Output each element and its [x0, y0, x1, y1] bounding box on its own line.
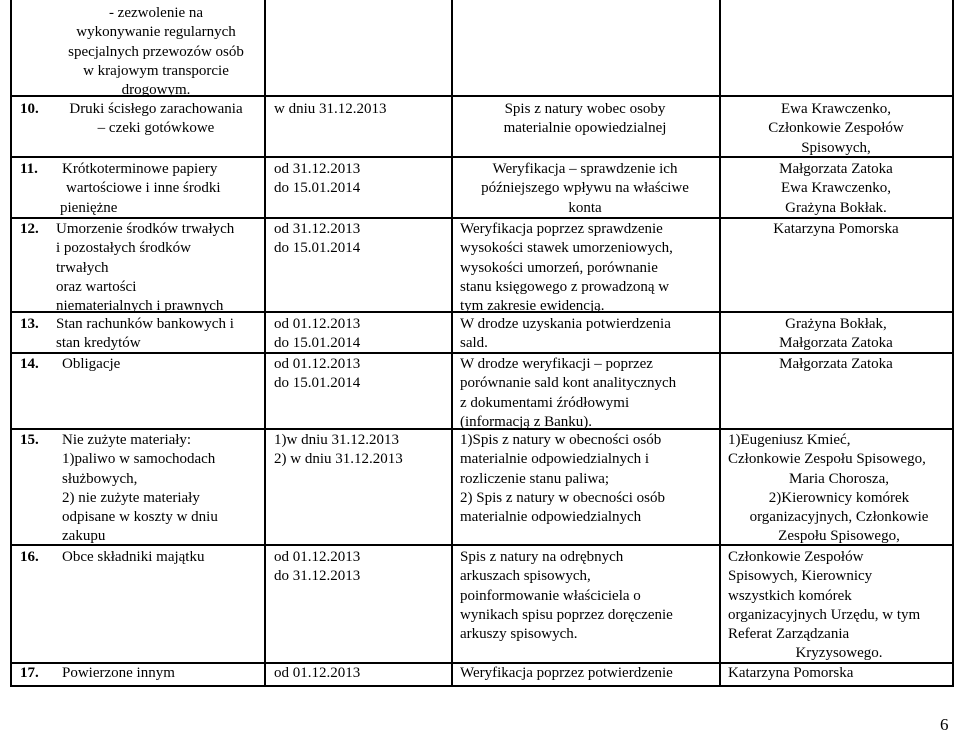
cell-line: i pozostałych środków: [56, 240, 191, 257]
row-number: 16.: [20, 549, 39, 565]
row-person-cell: [724, 160, 948, 218]
cell-line: sald.: [460, 335, 488, 352]
row-name-cell: [62, 355, 252, 374]
row-method-cell: [460, 548, 712, 644]
page-number: 6: [940, 715, 949, 734]
row-name-cell: [62, 160, 252, 218]
cell-line: wysokości stawek umorzeniowych,: [460, 240, 673, 257]
row-date-cell: [274, 548, 444, 587]
cell-line: wykonywanie regularnych: [76, 24, 236, 41]
row-person-cell: [728, 548, 950, 664]
cell-line: drogowym.: [121, 82, 191, 99]
cell-line: zakupu: [62, 528, 106, 545]
cell-line: Grażyna Bokłak.: [785, 199, 887, 216]
row-number: 15.: [20, 432, 39, 448]
cell-line: materialnie opowiedzialnej: [503, 120, 667, 137]
cell-line: rozliczenie stanu paliwa;: [460, 470, 610, 487]
cell-line: do 15.01.2014: [274, 240, 361, 257]
cell-line: Weryfikacja poprzez sprawdzenie: [460, 221, 663, 237]
cell-line: wynikach spisu poprzez doręczenie: [460, 606, 673, 623]
cell-line: do 15.01.2014: [274, 375, 361, 392]
cell-line: Powierzone innym: [62, 665, 175, 681]
cell-line: Umorzenie środków trwałych: [56, 221, 235, 237]
cell-line: Katarzyna Pomorska: [728, 665, 854, 681]
cell-line: oraz wartości: [56, 278, 137, 295]
row-name-cell: [56, 220, 258, 316]
cell-line: materialnie odpowiedzialnych i: [460, 451, 650, 468]
row-date-cell: [274, 100, 444, 119]
row-name-cell: [62, 664, 262, 683]
cell-line: niematerialnych i prawnych: [56, 298, 224, 315]
cell-line: pieniężne: [60, 199, 118, 216]
cell-line: Krótkoterminowe papiery: [62, 161, 218, 177]
cell-line: Obligacje: [62, 356, 121, 372]
cell-line: Obce składniki majątku: [62, 549, 205, 565]
row-method-cell: [460, 315, 712, 354]
cell-line: organizacyjnych, Członkowie: [749, 509, 929, 526]
cell-line: Weryfikacja poprzez potwierdzenie: [460, 665, 673, 681]
row-method-cell: [460, 100, 710, 139]
cell-line: do 15.01.2014: [274, 335, 361, 352]
grid-line: [952, 0, 954, 687]
cell-line: służbowych,: [62, 470, 138, 487]
cell-line: Małgorzata Zatoka: [779, 335, 893, 352]
cell-line: Zespołu Spisowego,: [778, 528, 900, 545]
cell-line: Maria Chorosza,: [789, 470, 889, 487]
row-person-cell: [728, 664, 950, 683]
cell-line: Weryfikacja – sprawdzenie ich: [492, 161, 678, 177]
row-date-cell: [274, 431, 444, 470]
cell-line: arkuszy spisowych.: [460, 626, 578, 643]
row-person-cell: [724, 315, 948, 354]
cell-line: od 31.12.2013: [274, 221, 361, 237]
cell-line: Członkowie Zespołów: [768, 120, 904, 137]
cell-line: od 01.12.2013: [274, 356, 361, 372]
cell-line: Członkowie Zespołów: [728, 549, 864, 565]
row-person-cell: [724, 100, 948, 158]
grid-line: [10, 0, 12, 687]
row-name-cell: [56, 315, 258, 354]
cell-line: arkuszach spisowych,: [460, 568, 591, 585]
cell-line: z dokumentami źródłowymi: [460, 394, 630, 411]
cell-line: Małgorzata Zatoka: [779, 356, 893, 372]
cell-line: organizacyjnych Urzędu, w tym: [728, 606, 921, 623]
cell-line: Spis z natury na odrębnych: [460, 549, 624, 565]
cell-line: Spisowych,: [801, 139, 871, 156]
cell-line: Stan rachunków bankowych i: [56, 316, 234, 332]
cell-line: odpisane w koszty w dniu: [62, 509, 218, 526]
cell-line: Małgorzata Zatoka: [779, 161, 893, 177]
cell-line: - zezwolenie na: [108, 5, 204, 21]
cell-line: poinformowanie właściciela o: [460, 587, 641, 604]
row-person-cell: [728, 431, 950, 547]
row-method-cell: [460, 664, 716, 683]
row-number: 11.: [20, 161, 38, 177]
cell-line: stanu księgowego z prowadzoną w: [460, 278, 670, 295]
cell-line: porównanie sald kont analitycznych: [460, 375, 677, 392]
cell-line: tym zakresie ewidencją.: [460, 298, 605, 315]
cell-line: (informacją z Banku).: [460, 413, 593, 430]
cell-line: w krajowym transporcie: [83, 62, 229, 79]
row-date-cell: [274, 160, 444, 199]
cell-line: Członkowie Zespołu Spisowego,: [728, 451, 926, 468]
cell-line: konta: [568, 199, 602, 216]
row-number: 17.: [20, 665, 39, 681]
cell-line: od 01.12.2013: [274, 549, 361, 565]
cell-line: w dniu 31.12.2013: [274, 101, 387, 117]
cell-line: specjalnych przewozów osób: [68, 43, 244, 60]
cell-line: 1)paliwo w samochodach: [62, 451, 216, 468]
cell-line: wartościowe i inne środki: [66, 180, 221, 197]
cell-line: od 01.12.2013: [274, 316, 361, 332]
grid-line: [451, 0, 453, 687]
cell-line: wszystkich komórek: [728, 587, 852, 604]
cell-line: 1)Eugeniusz Kmieć,: [728, 432, 851, 448]
cell-line: stan kredytów: [56, 335, 141, 352]
cell-line: W drodze uzyskania potwierdzenia: [460, 316, 671, 332]
row-method-cell: [460, 431, 712, 527]
cell-line: Spisowych, Kierownicy: [728, 568, 873, 585]
row-method-cell: [460, 355, 712, 432]
row-person-cell: [724, 355, 948, 374]
row-number: 14.: [20, 356, 39, 372]
cell-line: – czeki gotówkowe: [97, 120, 215, 137]
row-method-cell: [460, 220, 712, 316]
cell-line: Druki ścisłego zarachowania: [69, 101, 243, 117]
cell-line: 2) w dniu 31.12.2013: [274, 451, 403, 468]
cell-line: W drodze weryfikacji – poprzez: [460, 356, 653, 372]
cell-line: od 01.12.2013: [274, 665, 361, 681]
cell-line: Nie zużyte materiały:: [62, 432, 192, 448]
cell-line: Referat Zarządzania: [728, 626, 850, 643]
cell-line: Katarzyna Pomorska: [773, 221, 899, 237]
row-number: 12.: [20, 221, 39, 237]
row-name-cell: [62, 431, 254, 547]
cell-line: materialnie odpowiedzialnych: [460, 509, 642, 526]
row-number: 10.: [20, 101, 39, 117]
grid-line: [719, 0, 721, 687]
cell-line: Ewa Krawczenko,: [781, 180, 891, 197]
row-date-cell: [274, 220, 444, 259]
row-name-cell: [56, 100, 256, 139]
cell-line: 2) Spis z natury w obecności osób: [460, 489, 665, 506]
cell-line: do 31.12.2013: [274, 568, 361, 585]
row-number: 13.: [20, 316, 39, 332]
grid-line: [10, 685, 954, 687]
cell-line: Ewa Krawczenko,: [781, 101, 891, 117]
cell-line: trwałych: [56, 259, 109, 276]
cell-line: do 15.01.2014: [274, 180, 361, 197]
cell-line: 1)Spis z natury w obecności osób: [460, 432, 662, 448]
grid-line: [264, 0, 266, 687]
cell-line: 1)w dniu 31.12.2013: [274, 432, 399, 448]
cell-line: 2) nie zużyte materiały: [62, 489, 200, 506]
row-name-cell: [62, 548, 262, 567]
row-date-cell: [274, 355, 444, 394]
row-date-cell: [274, 664, 444, 683]
row-date-cell: [274, 315, 444, 354]
cell-line: Spis z natury wobec osoby: [504, 101, 666, 117]
cell-line: późniejszego wpływu na właściwe: [481, 180, 689, 197]
cell-line: Kryzysowego.: [795, 645, 883, 662]
row-method-cell: [460, 160, 710, 218]
row-person-cell: [724, 220, 948, 239]
cell-line: Grażyna Bokłak,: [785, 316, 887, 332]
cell-line: od 31.12.2013: [274, 161, 361, 177]
row-top-name-cell: [56, 4, 256, 100]
cell-line: 2)Kierownicy komórek: [768, 489, 910, 506]
cell-line: wysokości umorzeń, porównanie: [460, 259, 658, 276]
